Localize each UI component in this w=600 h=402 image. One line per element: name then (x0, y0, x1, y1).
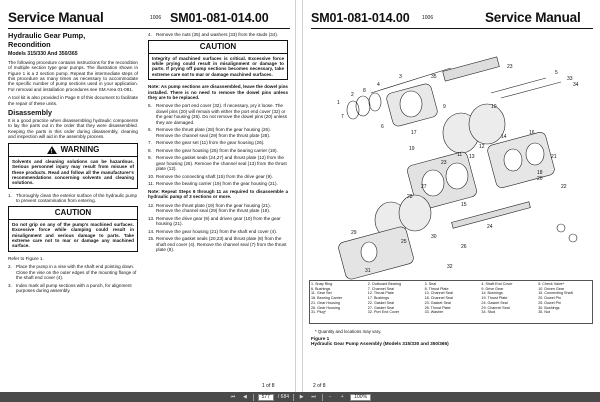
step-item: 7. Remove the gear set (11) from the gear housing (26). (148, 140, 265, 146)
part-callout: 18 (537, 170, 543, 176)
refer-figure: Refer to Figure 1. (8, 255, 44, 261)
part-callout: 33 (567, 76, 573, 82)
legend-item: 24. Gasket Seal (481, 300, 508, 305)
part-callout: 26 (461, 244, 467, 250)
warning-box (8, 143, 138, 189)
figure-label: Figure 1 (311, 336, 330, 341)
part-callout: 6 (381, 124, 384, 130)
legend-item: 5. Check Valve* (538, 282, 565, 286)
part-callout: 21 (551, 154, 557, 160)
document-page-left (0, 0, 296, 392)
legend-item: 25. Dowel Pin (538, 300, 561, 305)
legend-item: 18. Channel Seal (424, 296, 453, 301)
legend-item: 34. Stud (481, 310, 496, 315)
doc-title-line1: Hydraulic Gear Pump, (8, 31, 86, 40)
legend-item: 10. Driven Gear (538, 286, 565, 291)
part-callout: 14 (501, 134, 507, 140)
zoom-in-icon[interactable]: + (340, 394, 344, 400)
zoom-level-field[interactable]: 100% (350, 394, 371, 401)
warning-text: Solvents and cleaning solutions can be hazardous. Serious personnel injury may result from misuse of these products. Read and follow all the manufacturer's recommendations concerning solvents and cleaning solutions. (12, 158, 134, 186)
part-callout: 27 (421, 184, 427, 190)
prev-page-icon[interactable]: ◀ (243, 394, 247, 400)
drive-shaft-part (443, 57, 500, 81)
cover-bore (400, 91, 422, 117)
caution-title: CAUTION (199, 41, 237, 51)
snap-ring-part (347, 101, 359, 119)
legend-item: 29. Channel Seal (481, 305, 510, 310)
port-bore (361, 242, 377, 262)
intro-paragraph: The following procedure contains instructions for the recondition of multiple section type gear pumps. The illustration shown in Figure 1 is a 2 section pump. Repeat the intermediate steps of this procedure as many times as necessary to accommodate the specific number of pump sections used in your application. For removal and installation procedures see SM Area 01-081. (8, 59, 138, 92)
step-item: 3. Index mark all pump sections with a punch, for alignment purposes during assembly. (8, 282, 132, 293)
part-callout: 8 (363, 88, 366, 94)
step-item: 6. Remove the thrust plate (28) from the gear housing (26). Remove the channel seal (29) from the thrust plate (28). (148, 127, 271, 138)
step-item: 4. Remove the nuts (35) and washers (33) from the studs (34). (148, 32, 279, 37)
legend-item: 32. Port End Cover (367, 310, 400, 315)
part-callout: 30 (431, 234, 437, 240)
legend-item: 6. Bushings (311, 286, 331, 291)
part-callout: 11 (457, 152, 463, 158)
part-callout: 19 (409, 146, 415, 152)
legend-item: 28. Thrust Plate (424, 305, 451, 310)
part-callout: 34 (573, 82, 579, 88)
legend-item: 20. Dowel Pin (538, 296, 561, 301)
legend-item: 31. Plug* (311, 310, 326, 315)
carrier-bore (526, 143, 544, 165)
quantity-note: * Quantity and locations may vary. (315, 329, 382, 334)
part-callout: 22 (561, 184, 567, 190)
part-callout: 25 (401, 239, 407, 245)
gear-part (469, 104, 505, 144)
caution-box-1 (8, 206, 138, 252)
part-callout: 4 (377, 82, 380, 88)
step-item: 9. Remove the gasket seals (24,27) and thrust plate (12) from the gear housing (26). Remove the channel seal (13) from the thrust plate (12). (148, 155, 287, 172)
seal-part (369, 93, 381, 111)
legend-item: 3. Seal (424, 282, 437, 286)
steps-list-b (8, 264, 138, 293)
legend-item: 30. Bushings (538, 305, 560, 310)
housing-bore (422, 170, 444, 196)
part-callout: 10 (491, 104, 497, 110)
step-item: 8. Remove the gear housing (26) from the bearing carrier (19). (148, 147, 278, 153)
header-doc-number: SM01-081-014.00 (170, 11, 269, 25)
step-item: 13. Remove the drive gear (9) and driven gear (10) from the gear housing (21). (148, 215, 281, 227)
legend-item: 13. Channel Seal (424, 291, 453, 296)
last-page-icon[interactable]: ⏭ (311, 394, 316, 400)
part-callout: 9 (443, 104, 446, 110)
steps-list-d (148, 203, 288, 253)
note-repeat: Note: Repeat Steps 6 through 11 as required to disassemble a hydraulic pump of 3 sections or more. (148, 189, 288, 200)
stud-line (501, 82, 561, 98)
page-number: 1 of 8 (262, 383, 275, 389)
legend-item: 21. Gear Housing (311, 300, 340, 305)
legend-item: 7. Channel Seal (367, 286, 395, 291)
step-item: 11. Remove the bearing carrier (19) from the gear housing (21). (148, 181, 278, 187)
viewer-toolbar (0, 392, 600, 402)
zoom-out-icon[interactable]: − (328, 394, 332, 400)
toolbar-divider (293, 394, 294, 401)
left-column (8, 32, 138, 296)
legend-item: 9. Drive Gear (481, 286, 504, 291)
page-number-input[interactable]: 577 (258, 394, 274, 401)
steps-list-c (148, 103, 288, 186)
toolbar-divider (253, 394, 254, 401)
step-item: 10. Remove the connecting shaft (15) from the drive gear (9). (148, 173, 273, 179)
part-callout: 2 (351, 92, 354, 98)
legend-item: 8. Thrust Plate (424, 286, 449, 291)
steps-list-a (8, 193, 138, 204)
legend-item: 4. Shaft End Cover (481, 282, 513, 286)
document-page-right (302, 0, 598, 392)
doc-title-line2: Recondition (8, 40, 51, 50)
legend-item: 33. Washer (424, 310, 444, 315)
toolbar-divider (322, 394, 323, 401)
legend-item: 14. Bushings (481, 291, 503, 296)
next-page-icon[interactable]: ▶ (299, 394, 304, 400)
header-doc-number: SM01-081-014.00 (311, 11, 410, 25)
part-callout: 5 (555, 70, 558, 76)
part-callout: 23 (441, 160, 447, 166)
header-title: Service Manual (485, 10, 581, 25)
warning-icon (47, 146, 57, 154)
toolkit-paragraph: A tool kit is also provided in Page 8 of this document to facilitate the repair of these units. (8, 95, 138, 106)
legend-item: 2. Outboard Bearing (367, 282, 402, 286)
header-rule (8, 28, 290, 29)
stud-line (491, 78, 546, 93)
step-item: 15. Remove the gasket seals (20,23) and thrust plate (8) from the shaft end cover (4). Remove the channel seal (7) from the thrust plate (8). (148, 236, 287, 253)
legend-item: 11. Gear Set (311, 291, 332, 296)
caution-text: Integrity of machined surfaces is critical. Excessive force while prying could result in misalignment or damage to parts. If prying off pump sections becomes necessary, take extreme care not to mar or damage machined surfaces. (152, 55, 284, 77)
disassembly-heading: Disassembly (8, 108, 52, 118)
part-callout: 13 (469, 154, 475, 160)
exploded-pump-diagram (311, 38, 593, 280)
disassembly-paragraph: It is a good practice when disassembling hydraulic components to lay the parts out in the order that they were disassembled. Keeping the parts in this order during disassembly, cleaning and inspection will aid in the assembly process. (8, 118, 138, 140)
header-code: 1006 (150, 15, 162, 21)
step-item: 2. Place the pump in a vise with the shaft end pointing down. Close the vise on the outer edges of the mounting flange of the shaft end cover (4). (8, 264, 137, 280)
part-callout: 29 (351, 230, 357, 236)
page-total: / 684 (277, 394, 290, 400)
part-callout: 20 (537, 176, 543, 182)
step-item: 12. Remove the thrust plate (19) from the gear housing (21). Remove the channel seal (29) from the thrust plate (19). (148, 202, 271, 214)
part-callout: 1 (337, 100, 340, 106)
part-callout: 12 (479, 144, 485, 150)
header-title: Service Manual (8, 10, 104, 25)
legend-item: 26. Gear Housing (311, 305, 340, 310)
part-callout: 17 (411, 130, 417, 136)
models-subtitle: Models 315/330 And 350/365 (8, 50, 78, 57)
figure-caption (311, 336, 449, 347)
legend-item: 15. Connecting Shaft (538, 291, 573, 296)
header-code: 1006 (422, 15, 434, 21)
legend-item: 19. Thrust Plate (481, 296, 508, 301)
gear-part (399, 195, 431, 231)
part-callout: 15 (461, 202, 467, 208)
part-callout: 23 (507, 64, 513, 70)
housing-bore (446, 163, 468, 189)
legend-item: 12. Thrust Plate (367, 291, 394, 296)
nut-part (569, 234, 577, 242)
legend-item: 27. Gasket Seal (367, 305, 395, 310)
legend-item: 17. Bushings (367, 296, 390, 301)
step-item: 1. Thoroughly clean the exterior surface of the hydraulic pump to prevent contamination from entering. (8, 192, 138, 204)
legend-item: 22. Gasket Seal (367, 300, 395, 305)
legend-item: 35. Nut (538, 310, 551, 315)
first-page-icon[interactable]: ⏮ (230, 394, 236, 400)
part-callout: 32 (447, 264, 453, 270)
caution-title: CAUTION (54, 207, 92, 217)
warning-title: WARNING (60, 144, 100, 154)
page-number: 2 of 8 (313, 383, 326, 389)
right-column (148, 32, 288, 255)
part-callout: 24 (487, 224, 493, 230)
header-rule (311, 28, 593, 29)
note-dowel-pins: Note: As pump sections are disassembled, leave the dowel pins installed. There is no need to remove the dowel pins unless they are to be replaced. (148, 84, 288, 101)
caution-text: Do not grip on any of the pump's machined surfaces. Excessive force while clamping could result in misalignment and serious damage to parts. Take extreme care not to mar or damage any machined surface. (12, 221, 134, 249)
part-callout: 28 (407, 194, 413, 200)
figure-title: Hydraulic Gear Pump Assembly (Models 315/330 and 350/365) (311, 341, 449, 347)
part-callout: 16 (529, 130, 535, 136)
part-callout: 31 (365, 268, 371, 274)
legend-item: 1. Snap Ring (311, 282, 333, 286)
part-callout: 7 (341, 114, 344, 120)
part-callout: 3 (399, 74, 402, 80)
nut-part (557, 224, 565, 232)
step-item: 14. Remove the gear housing (21) from the shaft end cover (4). (148, 228, 278, 234)
step-item: 5. Remove the port end cover (32). If necessary, pry it loose. The dowel pins (20) will remain with either the port end cover (32) or the gear housing (26). Do not remove the dowel pins (20) unless they are damaged. (148, 103, 287, 125)
parts-legend (311, 282, 593, 315)
legend-item: 16. Bearing Carrier (311, 296, 343, 301)
part-callout: 35 (431, 74, 437, 80)
legend-item: 23. Gasket Seal (424, 300, 451, 305)
caution-box-2 (148, 40, 288, 81)
carrier-bore (504, 149, 522, 171)
